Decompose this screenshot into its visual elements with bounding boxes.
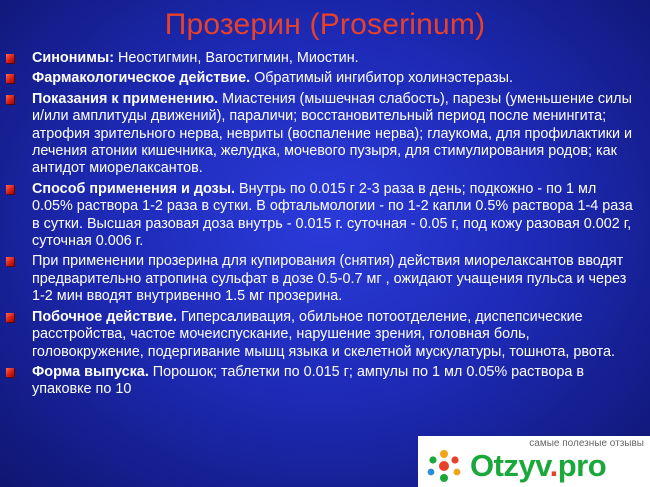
watermark-brand	[470, 448, 606, 484]
bullet-text: Внутрь по 0.015 г 2-3 раза в день; подкожно - по 1 мл 0.05% раствора 1-2 раза в сутки. В офтальмологии - по 1-2 капли 0.5% раствора 1-4 раза в сутки. Высшая разовая доза внутрь - 0.015 г. суточная - 0.05 г, под кожу разовая 0.002 г, суточная 0.006 г.	[32, 180, 633, 250]
bullet-lead: Показания к применению.	[32, 90, 219, 107]
bullet-release-form	[0, 364, 650, 399]
bullet-indications	[0, 91, 650, 178]
bullet-dosage	[0, 181, 650, 251]
watermark-tagline: самые полезные отзывы	[529, 438, 644, 449]
bullet-lead: Побочное действие.	[32, 308, 178, 325]
square-bullet-icon	[6, 257, 14, 266]
brand-main: Otzyv	[470, 448, 550, 483]
square-bullet-icon	[6, 74, 14, 83]
bullet-synonyms	[0, 50, 650, 67]
square-bullet-icon	[6, 95, 14, 104]
bullet-side-effects	[0, 309, 650, 361]
bullet-text: Миастения (мышечная слабость), парезы (уменьшение силы и/или амплитуды движений), параличи; восстановительный период после менингита; атрофия зрительного нерва, невриты (воспаление нерва); глаукома, для профилактики и лечения атонии кишечника, желудка, мочевого пузыря, для стимулирования родов; как антидот миорелаксантов.	[32, 90, 633, 177]
bullet-lead: Фармакологическое действие.	[32, 70, 251, 87]
brand-tld: pro	[557, 448, 607, 483]
bullet-text: Гиперсаливация, обильное потоотделение, диспепсические расстройства, частое мочеиспускание, нарушение зрения, головная боль, головокружение, подергивание мышц языка и скелетной мускулатуры, тошнота, рвота.	[32, 308, 615, 360]
slide-title: Прозерин (Proserinum)	[164, 8, 486, 41]
otzyv-watermark[interactable]	[418, 436, 650, 487]
brand-dot: .	[549, 448, 558, 483]
square-bullet-icon	[6, 185, 14, 194]
square-bullet-icon	[6, 54, 14, 63]
bullet-text: Порошок; таблетки по 0.015 г; ампулы по 1 мл 0.05% раствора в упаковке по 10	[32, 363, 585, 398]
bullet-lead: Форма выпуска.	[32, 363, 149, 380]
bullet-list	[0, 50, 650, 402]
bullet-pharmacology	[0, 70, 650, 87]
bullet-text: Обратимый ингибитор холинэстеразы.	[250, 70, 513, 87]
square-bullet-icon	[6, 368, 14, 377]
otzyv-logo-icon	[424, 448, 464, 484]
bullet-lead: Способ применения и дозы.	[32, 180, 235, 197]
bullet-atropine-note	[0, 253, 650, 305]
square-bullet-icon	[6, 313, 14, 322]
bullet-text: Неостигмин, Вагостигмин, Миостин.	[114, 50, 359, 66]
bullet-lead: Синонимы:	[32, 50, 114, 66]
bullet-text: При применении прозерина для купирования (снятия) действия миорелаксантов вводят предварительно атропина сульфат в дозе 0.5-0.7 мг , ожидают учащения пульса и через 1-2 мин вводят внутривенно 1.5 мг прозерина.	[32, 253, 627, 305]
